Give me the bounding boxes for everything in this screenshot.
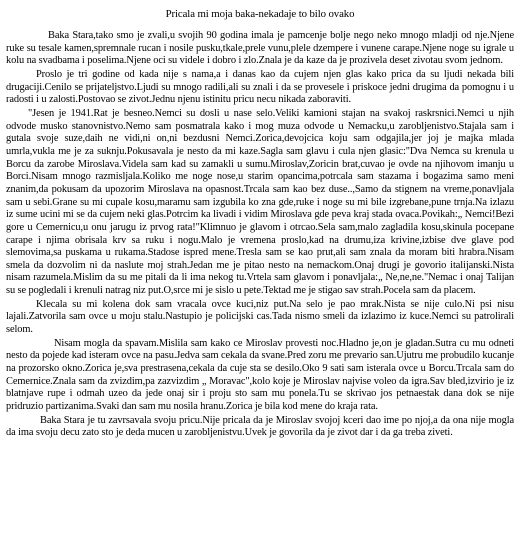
paragraph-3: "Jesen je 1941.Rat je besneo.Nemci su dosli u nase selo.Veliki kamioni stajan na svakoj raskrsnici.Nemci u njih odvode musko stanovnistvo.Nemo sam posmatrala kako i mog muza odvode u Nemacku,u zarobljenistvo.Stajala sam i gutala svoje suze,daih ne vidi,ni on,ni bezdusni Nemci.Zorica,devojcica koju sam odgajila,jer joj je majka mlada umrla,vukla me je za suknju.Pokusavala je nesto da mi kaze.Sagla sam glavu i cula njen glasic:"Dva Nemca su krenula u Borcu da zarobe Miroslava.Videla sam kad su zamakli u sumu.Miroslav,Zoricin brat,cuvao je ovde na njihovom imanju u Borci.Nisam mnogo razmisljala.Koliko me noge nose,u starim opancima,potrcala sam stazama i bogazima samo meni znanim,da pokusam da upozorim Miroslava na opasnost.Trcala sam kao bez duse..,Samo da stignem na vreme,ponavljala sam u sebi.Grane su mi cupale kosu,maramu sam izgubila ko zna gde,ruke i noge su mi bile izgrebane,pune trnja.Na izlazu iz sume ucini mi se da cujem neki glas.Potrcim ka livadi i vidim Miroslava gde peva kraj stada ovaca.Povikah:„ Nemci!Bezi gore u Cemernicu,u onu jarugu iz prvog rata!"Klimnuo je glavom i otrcao.Sela sam,malo zagladila kosu,skinula pocepane carape i njima obrisala krv sa ruku i nogu.Malo je vremena proslo,kad na drumu,iza krivine,izbise dve glave pod slemovima,sa puskama u rukama.Stadose ispred mene.Tresla sam se kao prut,ali sam znala da moram biti hrabra.Nisam smela da dozvolim ni da naslute moj strah.Jedan me je pitao nesto na nemackom.Onaj drugi je govorio italijanski.Nista nisam razumela.Mislim da su me pitali da li ima nekog tu.Vrtela sam glavom i ponavljala:„ Ne,ne,ne."Nemac i onaj Talijan su se pogledali i krenuli natrag niz put.O,srce mi je sislo u pete.Tektad me je stigao sav strah.Pocela sam da placem. <box>6 107 514 297</box>
document-title: Pricala mi moja baka-nekadaje to bilo ovako <box>165 8 355 20</box>
paragraph-6: Baka Stara je tu zavrsavala svoju pricu.Nije pricala da je Miroslav svojoj kceri dao ime po njoj,a da ona nije mogla da ima svoju decu zato sto je deda mucen u zarobljenistvu.Uvek je govorila da je zivot dar i da ga treba ziveti. <box>6 414 514 439</box>
paragraph-4: Klecala su mi kolena dok sam vracala ovce kuci,niz put.Na selo je pao mrak.Nista se nije culo.Ni psi nisu lajali.Zatvorila sam ovce u moju stalu.Nastupio je policijski cas.Tada nismo smeli da izlazimo iz kuce.Nemci su patrolirali selom. <box>6 298 514 336</box>
paragraph-1: Baka Stara,tako smo je zvali,u svojih 90 godina imala je pamcenje bolje nego neko mnogo mladji od nje.Njene ruke su tesale kamen,spremnale rucan i nosile pusku,tkale,prele vunu,plele dzempere i vunene carape.Njene noge su igrale u kolu na svadbama i poselima.Njene oci su videle i dobro i zlo.Znala je da kaze da je prozivela deset zivotau svom jednom. <box>6 30 514 67</box>
paragraph-2: Proslo je tri godine od kada nije s nama,a i danas kao da cujem njen glas kako prica da su ljudi nekada bili drugaciji.Cenilo se prijateljstvo.Ljudi su mnogo radili,ali su znali i da se provesele i priskoce jedni drugima da pomognu i u radosti i u zalosti.Postovao se zivot.Jednu njenu istinitu pricu necu nikada zaboraviti. <box>6 68 514 106</box>
paragraph-5: Nisam mogla da spavam.Mislila sam kako ce Miroslav provesti noc.Hladno je,on je gladan.Sutra cu mu odneti nesto da pojede kad isteram ovce na pasu.Jedva sam cekala da svane.Pred zoru me prevario san.Ujutru me probudilo kucanje na prozorsko okno.Zorica je,sva prestrasena,cekala da cuje sta se desilo.Oko 9 sati sam isterala ovce u Borcu.Trcala sam do Cemernice.Znala sam da zvizdim,pa zazvizdim „ Moravac",kolo koje je Miroslav najvise voleo da igra.Sav bled,izvirio je iz blatnjave rupe i odmah uzeo da jede onaj sir i proju sto sam mu ponela.Tu se skrivao jos petnaestak dana dok se nije pridruzio partizanima.Svaki dan sam mu nosila hranu.Zorica je bila kod mene do kraja rata. <box>6 337 514 413</box>
